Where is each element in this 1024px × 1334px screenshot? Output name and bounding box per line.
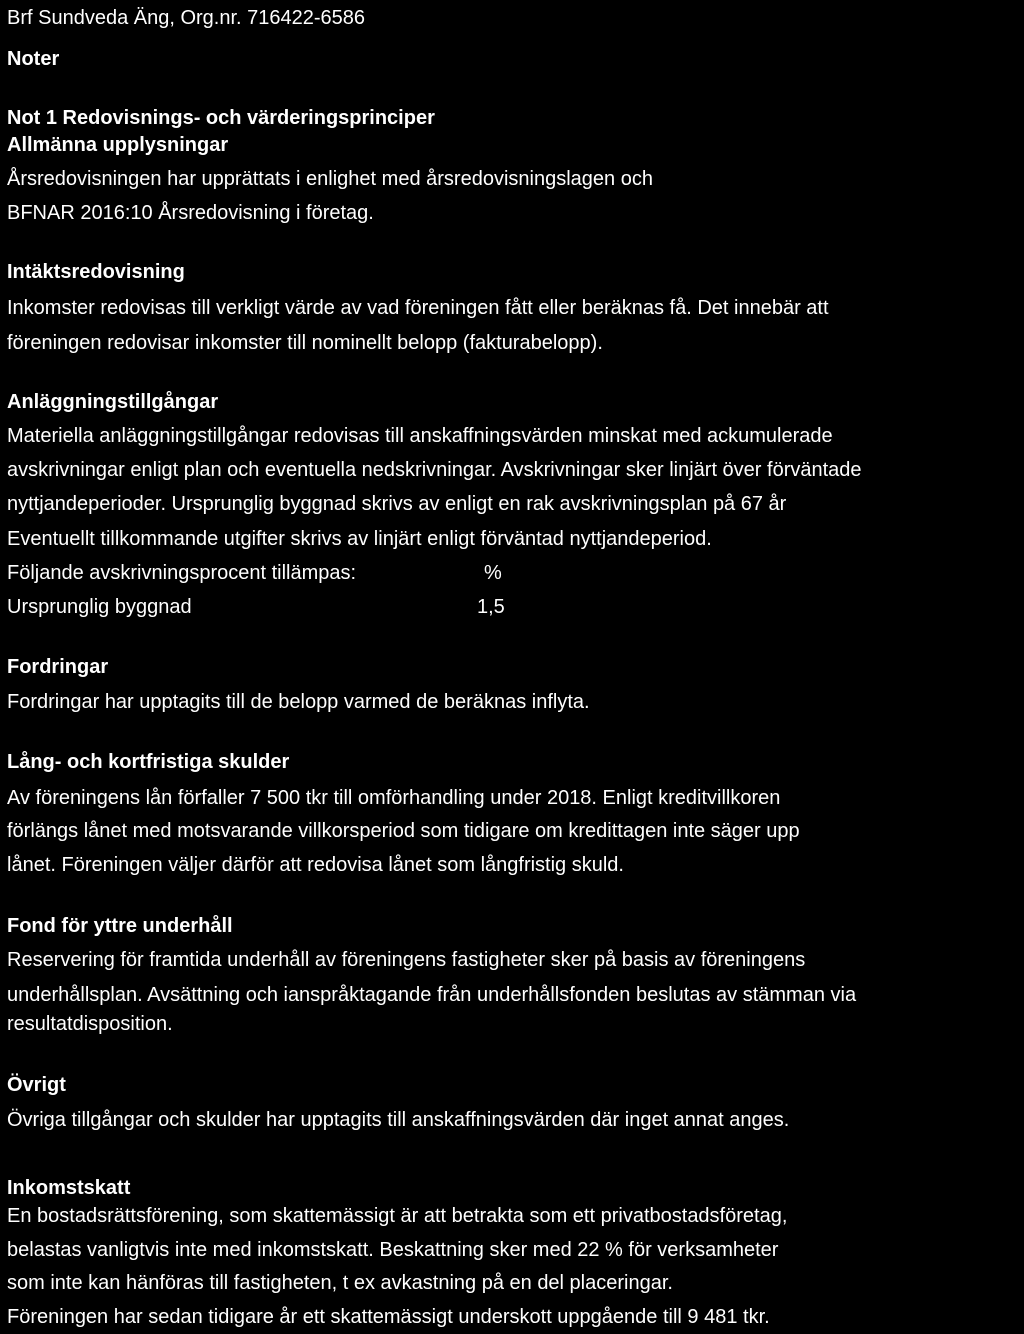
fixed-assets-line: Materiella anläggningstillgångar redovisas till anskaffningsvärden minskat med ackumulerade xyxy=(7,425,833,447)
general-line: Årsredovisningen har upprättats i enlighet med årsredovisningslagen och xyxy=(7,168,653,190)
maintenance-fund-line: resultatdisposition. xyxy=(7,1013,173,1035)
maintenance-fund-line: Reservering för framtida underhåll av föreningens fastigheter sker på basis av föreningens xyxy=(7,949,806,971)
other-line: Övriga tillgångar och skulder har upptagits till anskaffningsvärden där inget annat anges. xyxy=(7,1109,790,1131)
rate-header-label: Följande avskrivningsprocent tillämpas: xyxy=(7,562,357,584)
general-line: BFNAR 2016:10 Årsredovisning i företag. xyxy=(7,202,374,224)
debts-heading: Lång- och kortfristiga skulder xyxy=(7,751,290,773)
fixed-assets-heading: Anläggningstillgångar xyxy=(7,391,219,413)
maintenance-fund-heading: Fond för yttre underhåll xyxy=(7,915,233,937)
maintenance-fund-line: underhållsplan. Avsättning och ianspråktagande från underhållsfonden beslutas av stämman via xyxy=(7,984,857,1006)
debts-line: lånet. Föreningen väljer därför att redovisa lånet som långfristig skuld. xyxy=(7,854,624,876)
debts-line: förlängs lånet med motsvarande villkorsperiod som tidigare om kredittagen inte säger upp xyxy=(7,820,800,842)
income-tax-line: En bostadsrättsförening, som skattemässigt är att betrakta som ett privatbostadsföretag, xyxy=(7,1205,788,1227)
income-tax-heading: Inkomstskatt xyxy=(7,1177,131,1199)
fixed-assets-line: Eventuellt tillkommande utgifter skrivs av linjärt enligt förväntad nyttjandeperiod. xyxy=(7,528,712,550)
org-line: Brf Sundveda Äng, Org.nr. 716422-6586 xyxy=(7,7,366,29)
debts-line: Av föreningens lån förfaller 7 500 tkr till omförhandling under 2018. Enligt kreditvillkoren xyxy=(7,787,781,809)
income-tax-line: som inte kan hänföras till fastigheten, t ex avkastning på en del placeringar. xyxy=(7,1272,673,1294)
other-heading: Övrigt xyxy=(7,1074,66,1096)
income-tax-line: Föreningen har sedan tidigare år ett skattemässigt underskott uppgående till 9 481 tkr. xyxy=(7,1306,770,1328)
receivables-heading: Fordringar xyxy=(7,656,109,678)
rate-row-value: 1,5 xyxy=(477,596,505,618)
section-title: Noter xyxy=(7,48,60,70)
fixed-assets-line: avskrivningar enligt plan och eventuella nedskrivningar. Avskrivningar sker linjärt över förväntade xyxy=(7,459,862,481)
income-tax-line: belastas vanligtvis inte med inkomstskatt. Beskattning sker med 22 % för verksamheter xyxy=(7,1239,779,1261)
general-heading: Allmänna upplysningar xyxy=(7,134,229,156)
note-title: Not 1 Redovisnings- och värderingsprinciper xyxy=(7,107,435,129)
rate-row-label: Ursprunglig byggnad xyxy=(7,596,192,618)
income-heading: Intäktsredovisning xyxy=(7,261,185,283)
fixed-assets-line: nyttjandeperioder. Ursprunglig byggnad skrivs av enligt en rak avskrivningsplan på 67 år xyxy=(7,493,787,515)
receivables-line: Fordringar har upptagits till de belopp varmed de beräknas inflyta. xyxy=(7,691,590,713)
income-line: Inkomster redovisas till verkligt värde av vad föreningen fått eller beräknas få. Det innebär att xyxy=(7,297,829,319)
income-line: föreningen redovisar inkomster till nominellt belopp (fakturabelopp). xyxy=(7,332,603,354)
rate-header-unit: % xyxy=(484,562,502,584)
